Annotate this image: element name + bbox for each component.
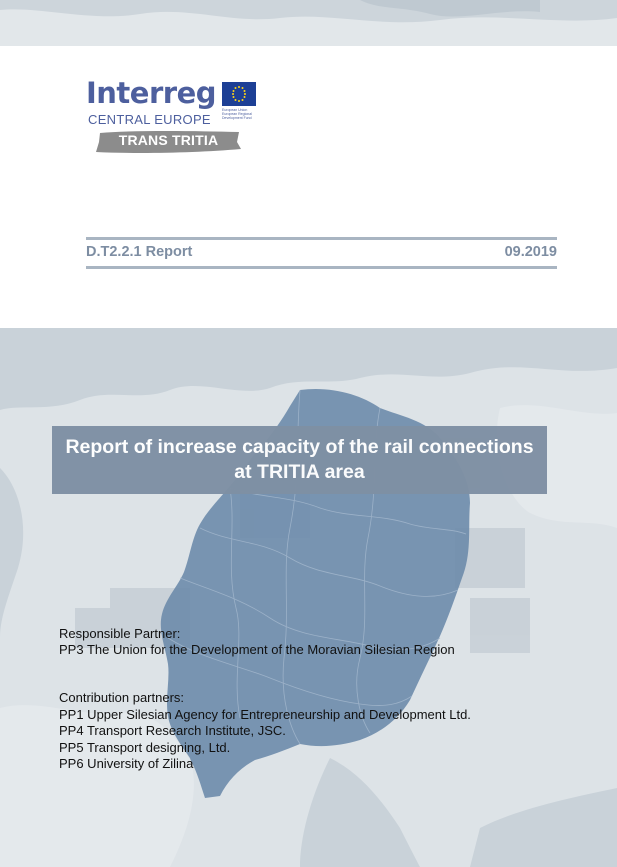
shadow-block: [470, 598, 530, 653]
project-name: TRANS TRITIA: [118, 132, 219, 148]
report-title-line-1: Report of increase capacity of the rail connections: [65, 436, 534, 458]
eu-flag-icon: [222, 82, 256, 106]
report-date: 09.2019: [504, 244, 557, 260]
contribution-heading: Contribution partners:: [59, 690, 185, 705]
contribution-partner-4: PP6 University of Zilina: [59, 756, 194, 771]
title-box: [52, 426, 547, 494]
program-name: CENTRAL EUROPE: [88, 112, 211, 127]
header-rule-top: [86, 237, 557, 240]
report-title-line-2: at TRITIA area: [234, 461, 365, 483]
header-rule-bottom: [86, 266, 557, 269]
europe-map-background: [0, 328, 617, 867]
brand-wordmark: Interreg: [86, 76, 216, 110]
responsible-heading: Responsible Partner:: [59, 626, 181, 641]
contribution-partner-2: PP4 Transport Research Institute, JSC.: [59, 723, 286, 738]
report-code: D.T2.2.1 Report: [86, 244, 193, 260]
report-title: [52, 435, 547, 485]
project-banner: [96, 130, 241, 154]
top-map-strip: [0, 0, 617, 46]
contribution-partner-3: PP5 Transport designing, Ltd.: [59, 740, 231, 755]
contribution-partner-1: PP1 Upper Silesian Agency for Entrepreneurship and Development Ltd.: [59, 707, 471, 722]
eu-fund-text: European Union European Regional Development Fund: [222, 108, 252, 120]
responsible-partner: PP3 The Union for the Development of the Moravian Silesian Region: [59, 642, 455, 657]
